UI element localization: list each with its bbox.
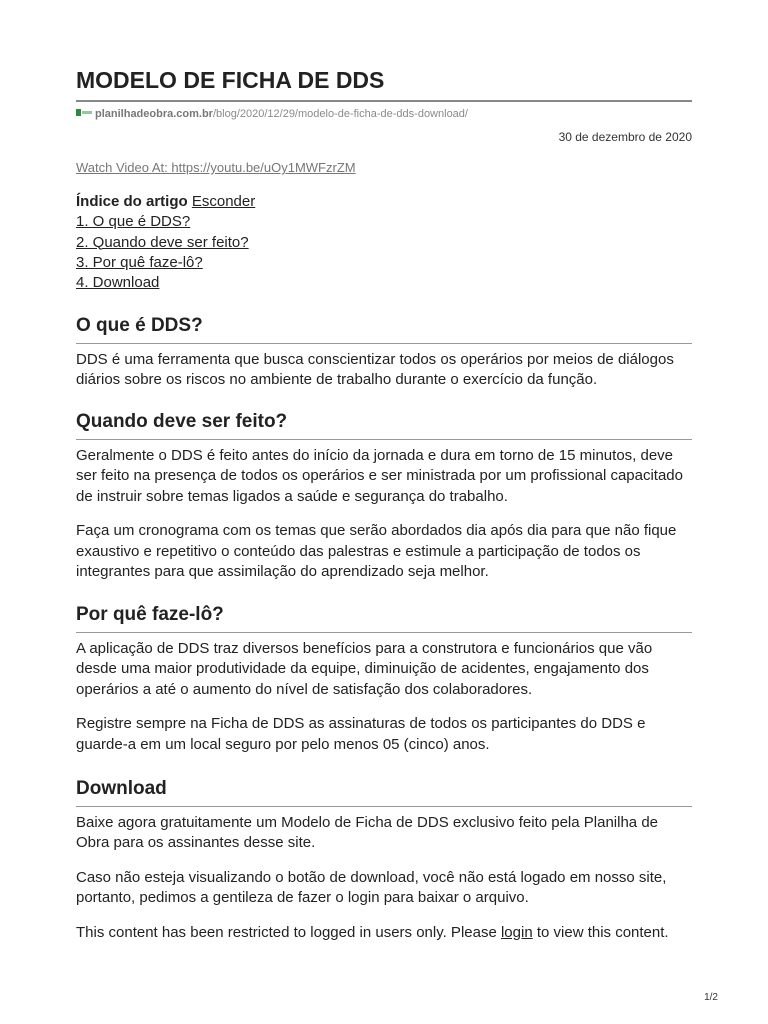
toc-item-o-que-e-dds[interactable]: 1. O que é DDS? xyxy=(76,213,191,231)
publish-date: 30 de dezembro de 2020 xyxy=(558,130,692,144)
toc-heading: Índice do artigo xyxy=(76,193,188,210)
title-divider xyxy=(76,100,692,102)
toc-item-por-que-faze-lo[interactable]: 3. Por quê faze-lô? xyxy=(76,253,203,271)
source-url[interactable] xyxy=(76,106,468,122)
source-path: /blog/2020/12/29/modelo-de-ficha-de-dds-download/ xyxy=(212,108,468,120)
restricted-text-before: This content has been restricted to logged in users only. Please xyxy=(76,923,501,941)
page-title: MODELO DE FICHA DE DDS xyxy=(76,67,385,93)
section-paragraph: Registre sempre na Ficha de DDS as assinaturas de todos os participantes do DDS e guarde-a em um local seguro por pelo menos 05 (cinco) anos. xyxy=(76,715,646,753)
section-heading: Quando deve ser feito? xyxy=(76,411,692,440)
section-paragraph: DDS é uma ferramenta que busca conscientizar todos os operários por meios de diálogos diários sobre os riscos no ambiente de trabalho durante o exercício da função. xyxy=(76,351,674,389)
page-number: 1/2 xyxy=(704,992,718,1003)
toc-item-quando-deve-ser-feito[interactable]: 2. Quando deve ser feito? xyxy=(76,233,249,251)
video-link[interactable]: Watch Video At: https://youtu.be/uOy1MWFzrZM xyxy=(76,160,356,175)
restricted-content-notice xyxy=(76,923,692,943)
section-heading: O que é DDS? xyxy=(76,315,692,344)
section-download xyxy=(76,778,692,943)
login-link[interactable]: login xyxy=(500,923,533,941)
section-paragraph: Caso não esteja visualizando o botão de download, você não está logado em nosso site, portanto, pedimos a gentileza de fazer o login para baixar o arquivo. xyxy=(76,868,667,907)
section-paragraph: A aplicação de DDS traz diversos benefícios para a construtora e funcionários que vão desde uma maior produtividade da equipe, diminuição de acidentes, engajamento dos operários a até o aumento do nível de satisfação dos colaboradores. xyxy=(76,640,653,698)
section-quando-deve-ser-feito xyxy=(76,411,692,582)
section-paragraph: Geralmente o DDS é feito antes do início da jornada e dura em torno de 15 minutos, deve ser feito na presença de todos os operários e ser ministrada por um profissional capacitado de instruir sobre temas ligados a saúde e segurança do trabalho. xyxy=(76,447,683,505)
section-paragraph: Faça um cronograma com os temas que serão abordados dia após dia para que não fique exaustivo e repetitivo o conteúdo das palestras e estimule a participação de todos os integrantes para que assimilação do aprendizado seja melhor. xyxy=(76,522,677,581)
source-domain: planilhadeobra.com.br xyxy=(95,108,213,120)
section-paragraph: Baixe agora gratuitamente um Modelo de Ficha de DDS exclusivo feito pela Planilha de Obra para os assinantes desse site. xyxy=(76,814,658,852)
toc-header xyxy=(76,192,255,212)
table-of-contents xyxy=(76,192,255,293)
section-heading: Download xyxy=(76,778,692,807)
site-favicon-icon xyxy=(76,109,92,116)
section-por-que-faze-lo xyxy=(76,604,692,755)
restricted-text-after: to view this content. xyxy=(532,923,669,941)
section-o-que-e-dds xyxy=(76,315,692,391)
toc-toggle-link[interactable]: Esconder xyxy=(191,193,256,210)
toc-item-download[interactable]: 4. Download xyxy=(76,274,160,292)
section-heading: Por quê faze-lô? xyxy=(76,604,692,633)
